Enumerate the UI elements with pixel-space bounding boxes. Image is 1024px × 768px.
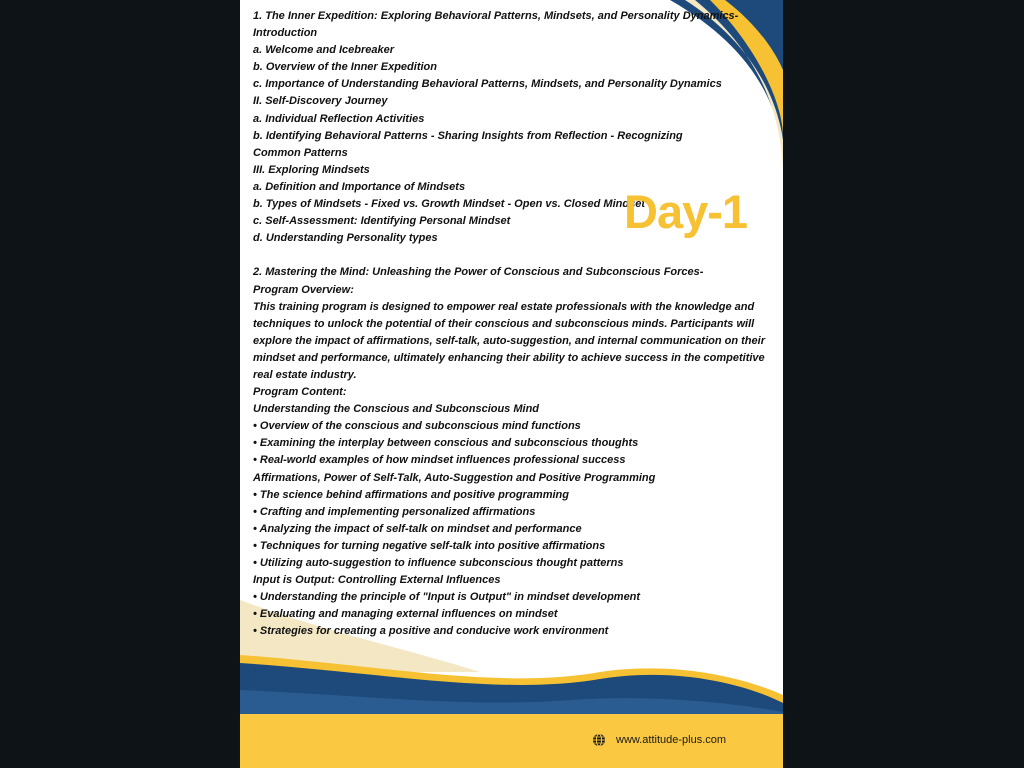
- section1-heading: 1. The Inner Expedition: Exploring Behavioral Patterns, Mindsets, and Personality Dynamics-: [253, 10, 739, 22]
- content-label: Program Content:: [253, 386, 347, 399]
- topic-title: Understanding the Conscious and Subconscious Mind: [253, 403, 540, 416]
- document-page: [240, 0, 783, 768]
- outline-line: d. Understanding Personality types: [253, 232, 438, 245]
- bullet-item: • Analyzing the impact of self-talk on mindset and performance: [253, 522, 582, 535]
- bullet-item: • Crafting and implementing personalized affirmations: [253, 505, 536, 518]
- bullet-item: • Real-world examples of how mindset influences professional success: [253, 454, 626, 467]
- footer-bar: [240, 714, 783, 768]
- outline-line: II. Self-Discovery Journey: [253, 95, 388, 108]
- outline-line: Introduction: [253, 27, 318, 40]
- outline-line: b. Identifying Behavioral Patterns - Sharing Insights from Reflection - Recognizing Common Patterns: [253, 129, 683, 159]
- outline-line: c. Self-Assessment: Identifying Personal Mindset: [253, 215, 511, 228]
- outline-line: a. Individual Reflection Activities: [253, 112, 425, 125]
- bullet-item: • The science behind affirmations and positive programming: [253, 488, 569, 501]
- day-badge: Day-1: [624, 185, 748, 238]
- outline-line: b. Overview of the Inner Expedition: [253, 61, 437, 74]
- bullet-item: • Strategies for creating a positive and conducive work environment: [253, 625, 609, 638]
- bullet-item: • Utilizing auto-suggestion to influence subconscious thought patterns: [253, 557, 624, 569]
- topic-title: Affirmations, Power of Self-Talk, Auto-Suggestion and Positive Programming: [253, 471, 656, 484]
- bullet-item: • Overview of the conscious and subconscious mind functions: [253, 420, 581, 433]
- overview-paragraph: This training program is designed to empower real estate professionals with the knowledge and techniques to unlock the potential of their conscious and subconscious minds. Participants will explore the impact of affirmations, self-talk, auto-suggestion, and internal communication on their mindset and performance, ultimately enhancing their ability to achieve success in the competitive real estate industry.: [253, 300, 765, 381]
- website-link[interactable]: [592, 733, 726, 747]
- outline-line: b. Types of Mindsets - Fixed vs. Growth Mindset - Open vs. Closed Mindset: [253, 198, 645, 211]
- document-body: [253, 8, 773, 640]
- bullet-item: • Examining the interplay between conscious and subconscious thoughts: [253, 437, 639, 450]
- bullet-item: • Evaluating and managing external influences on mindset: [253, 608, 558, 621]
- bullet-item: • Techniques for turning negative self-talk into positive affirmations: [253, 539, 606, 552]
- outline-line: III. Exploring Mindsets: [253, 163, 370, 176]
- section2-heading: 2. Mastering the Mind: Unleashing the Power of Conscious and Subconscious Forces-: [253, 266, 704, 279]
- outline-line: a. Welcome and Icebreaker: [253, 44, 395, 57]
- overview-label: Program Overview:: [253, 283, 354, 296]
- bullet-item: • Understanding the principle of "Input is Output" in mindset development: [253, 591, 641, 604]
- outline-line: c. Importance of Understanding Behavioral Patterns, Mindsets, and Personality Dynamics: [253, 78, 722, 91]
- topic-title: Input is Output: Controlling External Influences: [253, 574, 501, 587]
- outline-line: a. Definition and Importance of Mindsets: [253, 180, 466, 193]
- website-text: www.attitude-plus.com: [616, 734, 727, 746]
- globe-icon: [592, 733, 606, 747]
